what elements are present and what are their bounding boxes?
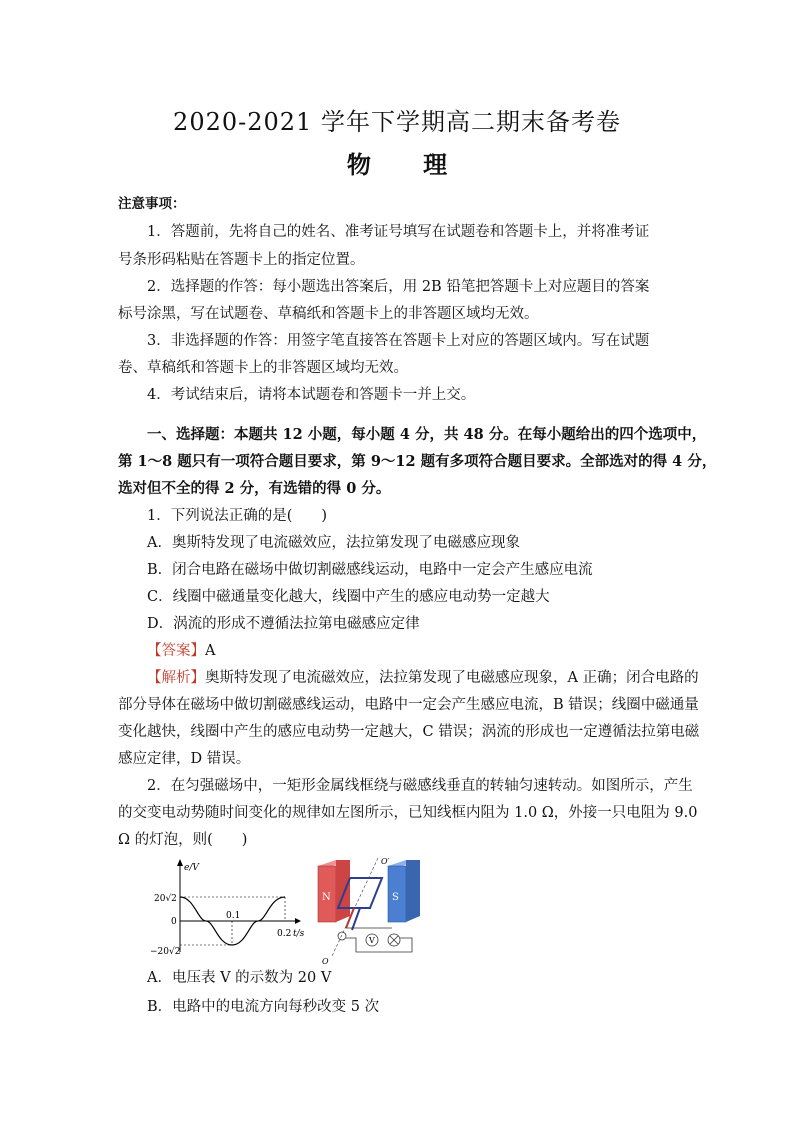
magnet-n-side — [336, 860, 350, 922]
analysis-line — [147, 668, 699, 688]
analysis-line: 感应定律，D 错误。 — [118, 751, 251, 767]
magnet-s-side — [406, 860, 420, 922]
notice-line: 1．答题前，先将自己的姓名、准考证号填写在试题卷和答题卡上，并将准考证 — [147, 224, 650, 240]
question-1-option-d: D．涡流的形成不遵循法拉第电磁感应定律 — [147, 616, 420, 632]
external-circuit — [346, 938, 412, 952]
question-2-stem: 的交变电动势随时间变化的规律如左图所示，已知线框内阻为 1.0 Ω，外接一只电阻为 9.0 — [118, 805, 698, 821]
voltmeter-label: V — [369, 936, 375, 945]
ytick-zero: 0 — [171, 917, 177, 927]
pole-n-label: N — [322, 892, 331, 903]
emf-time-graph — [150, 859, 305, 957]
exam-title: 2020-2021 学年下学期高二期末备考卷 — [173, 108, 621, 136]
notice-line: 3．非选择题的作答：用签字笔直接答在答题卡上对应的答题区域内。写在试题 — [147, 333, 650, 349]
section-heading: 一、选择题：本题共 12 小题，每小题 4 分，共 48 分。在每小题给出的四个选项中， — [147, 426, 707, 443]
question-2-stem: Ω 的灯泡，则( ) — [118, 832, 248, 848]
notice-heading: 注意事项： — [118, 196, 186, 212]
analysis-label: 【解析】 — [147, 670, 205, 686]
question-1-option-b: B．闭合电路在磁场中做切割磁感线运动，电路中一定会产生感应电流 — [147, 562, 593, 578]
analysis-line: 变化越快，线圈中产生的感应电动势一定越大，C 错误；涡流的形成也一定遵循法拉第电磁 — [118, 724, 700, 740]
ytick-positive: 20√2 — [154, 894, 177, 904]
question-2-stem: 2．在匀强磁场中，一矩形金属线框绕与磁感线垂直的转轴匀速转动。如图所示，产生 — [147, 778, 693, 794]
xtick-end: 0.2 — [277, 929, 292, 939]
section-instruction: 选对但不全的得 2 分，有选错的得 0 分。 — [118, 480, 391, 497]
notice-line: 2．选择题的作答：每小题选出答案后，用 2B 铅笔把答题卡上对应题目的答案 — [147, 279, 650, 295]
ytick-negative: −20√2 — [150, 947, 181, 957]
answer-line — [147, 641, 215, 661]
analysis-text: 奥斯特发现了电流磁效应，法拉第发现了电磁感应现象，A 正确；闭合电路的 — [205, 670, 699, 686]
t-axis-label: t/s — [293, 929, 305, 939]
axis-bottom-label: O — [322, 957, 329, 966]
question-2-figure — [150, 856, 440, 966]
notice-line: 标号涂黑，写在试题卷、草稿纸和答题卡上的非答题区域均无效。 — [118, 306, 539, 322]
notice-line: 4．考试结束后，请将本试题卷和答题卡一并上交。 — [147, 387, 476, 403]
question-1-option-c: C．线圈中磁通量变化越大，线圈中产生的感应电动势一定越大 — [147, 589, 550, 605]
analysis-line: 部分导体在磁场中做切割磁感线运动，电路中一定会产生感应电流，B 错误；线圈中磁通量 — [118, 697, 699, 713]
question-2-option-b: B．电路中的电流方向每秒改变 5 次 — [147, 999, 380, 1015]
question-1-stem: 1．下列说法正确的是( ) — [147, 508, 328, 524]
notice-line: 卷、草稿纸和答题卡上的非答题区域均无效。 — [118, 360, 408, 376]
question-2-option-a: A．电压表 V 的示数为 20 V — [147, 970, 332, 986]
subject-title: 物 理 — [346, 150, 470, 179]
notice-line: 号条形码粘贴在答题卡上的指定位置。 — [118, 252, 365, 268]
axis-top-label: O′ — [381, 857, 390, 866]
slip-ring — [338, 932, 346, 940]
answer-value: A — [205, 643, 216, 659]
t-axis-arrow — [295, 918, 301, 924]
answer-label: 【答案】 — [147, 643, 205, 659]
e-axis-label: e/V — [184, 863, 199, 873]
question-1-option-a: A．奥斯特发现了电流磁效应，法拉第发现了电磁感应现象 — [147, 535, 520, 551]
e-axis-arrow — [177, 859, 183, 866]
xtick-mid: 0.1 — [226, 911, 241, 921]
pole-s-label: S — [392, 892, 399, 903]
section-instruction: 第 1～8 题只有一项符合题目要求，第 9～12 题有多项符合题目要求。全部选对的得 4 分， — [118, 453, 717, 470]
generator-apparatus — [318, 857, 420, 966]
